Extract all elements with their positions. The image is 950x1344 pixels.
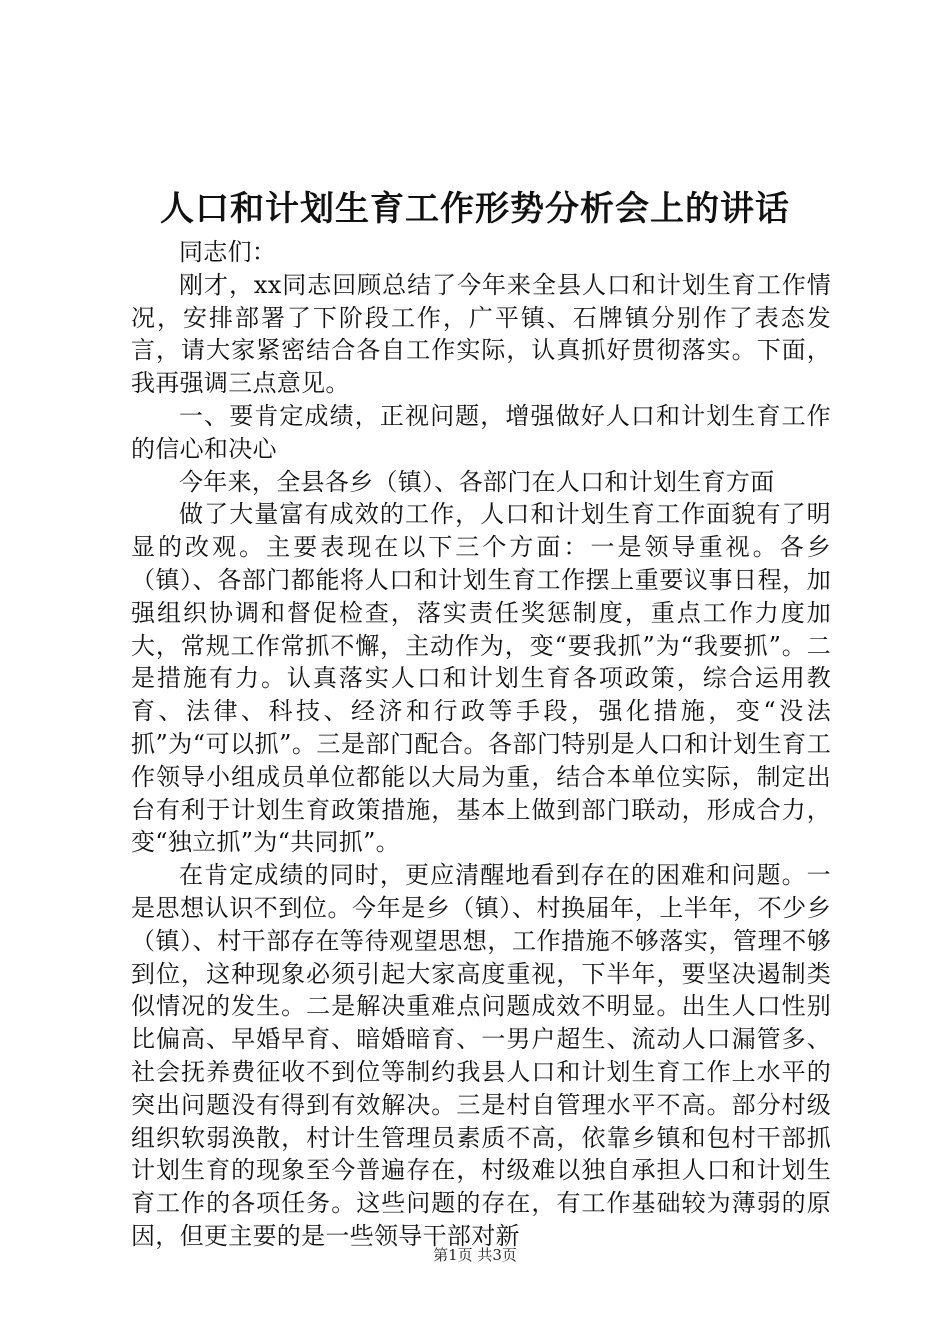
salutation-paragraph: 同志们： xyxy=(179,238,277,266)
page-footer: 第1页 共3页 xyxy=(433,1246,517,1264)
document-title: 人口和计划生育工作形势分析会上的讲话 xyxy=(160,189,790,229)
body-paragraph: 在肯定成绩的同时，更应清醒地看到存在的困难和问题。一是思想认识不到位。今年是乡（镇）、村换届年，上半年，不少乡（镇）、村干部存在等待观望思想，工作措施不够落实，管理不够到位，这种现象必须引起大家高度重视，下半年，要坚决遏制类似情况的发生。二是解决重难点问题成效不明显。出生人口性别比偏高、早婚早育、暗婚暗育、一男户超生、流动人口漏管多、社会抚养费征收不到位等制约我县人口和计划生育工作上水平的突出问题没有得到有效解决。三是村自管理水平不高。部分村级组织软弱涣散，村计生管理员素质不高，依靠乡镇和包村干部抓计划生育的现象至今普遍存在，村级难以独自承担人口和计划生育工作的各项任务。这些问题的存在，有工作基础较为薄弱的原因，但更主要的是一些领导干部对新 xyxy=(131,861,831,1250)
intro-paragraph: 刚才，xx同志回顾总结了今年来全县人口和计划生育工作情况，安排部署了下阶段工作，广平镇、石牌镇分别作了表态发言，请大家紧密结合各自工作实际，认真抓好贯彻落实。下面，我再强调三点意见。 xyxy=(131,270,831,398)
body-paragraph: 今年来，全县各乡（镇）、各部门在人口和计划生育方面 xyxy=(179,467,775,496)
body-paragraph: 做了大量富有成效的工作，人口和计划生育工作面貌有了明显的改观。主要表现在以下三个方面：一是领导重视。各乡（镇）、各部门都能将人口和计划生育工作摆上重要议事日程，加强组织协调和督促检查，落实责任奖惩制度，重点工作力度加大，常规工作常抓不懈，主动作为，变“要我抓”为“我要抓”。二是措施有力。认真落实人口和计划生育各项政策，综合运用教育、法律、科技、经济和行政等手段，强化措施，变“没法抓”为“可以抓”。三是部门配合。各部门特别是人口和计划生育工作领导小组成员单位都能以大局为重，结合本单位实际，制定出台有利于计划生育政策措施，基本上做到部门联动，形成合力，变“独立抓”为“共同抓”。 xyxy=(131,500,831,857)
document-body xyxy=(131,236,831,1253)
section-heading-paragraph: 一、要肯定成绩，正视问题，增强做好人口和计划生育工作的信心和决心 xyxy=(131,401,831,463)
